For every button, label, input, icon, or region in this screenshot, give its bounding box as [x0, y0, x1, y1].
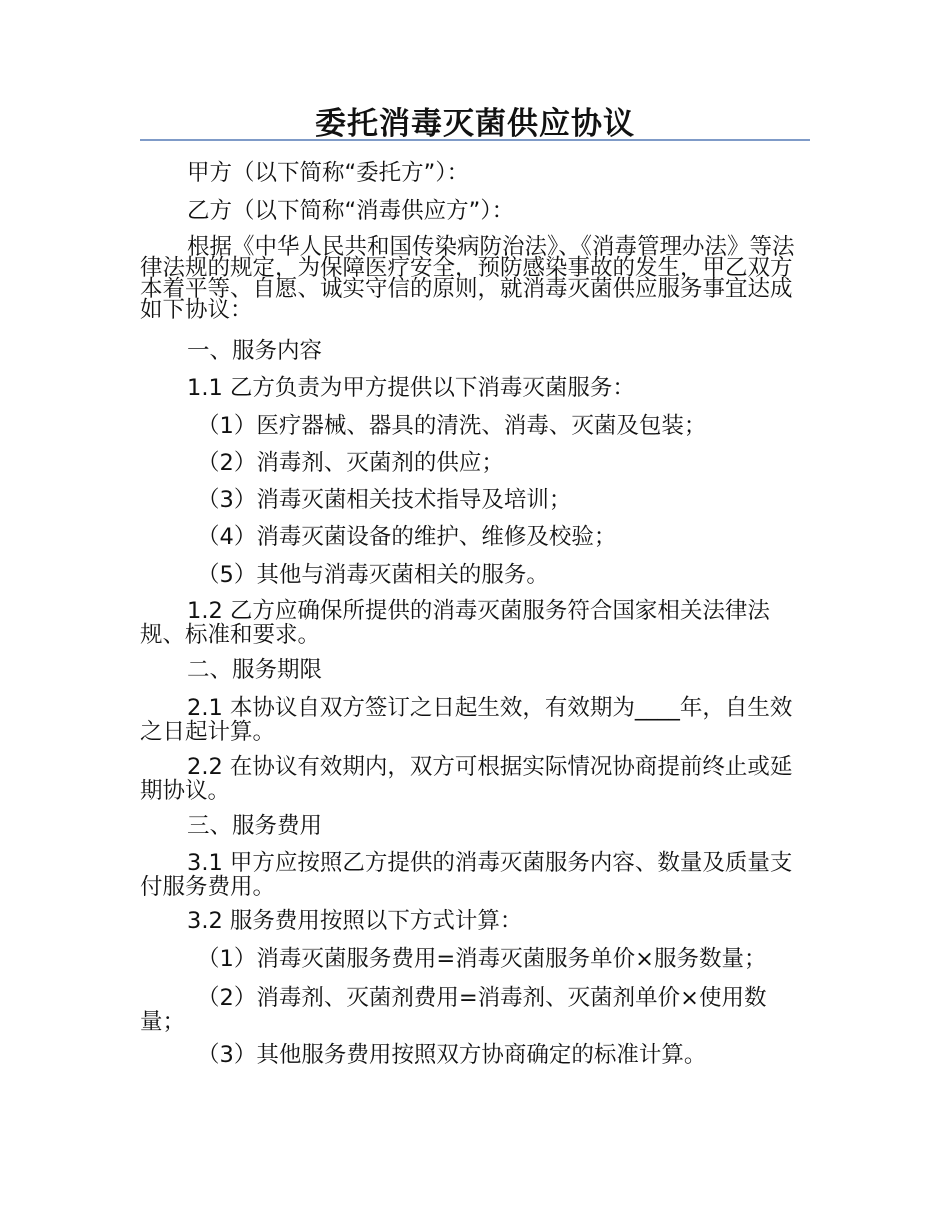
- fee-item-1: （1）消毒灭菌服务费用=消毒灭菌服务单价×服务数量；: [197, 946, 767, 972]
- fee-item-3: （3）其他服务费用按照双方协商确定的标准计算。: [197, 1042, 707, 1068]
- clause-1-2: 1.2 乙方应确保所提供的消毒灭菌服务符合国家相关法律法规、标准和要求。: [140, 598, 770, 648]
- clause-1-1: 1.1 乙方负责为甲方提供以下消毒灭菌服务：: [187, 375, 635, 401]
- service-item-4: （4）消毒灭菌设备的维护、维修及校验；: [197, 524, 617, 550]
- section-1-heading: 一、服务内容: [187, 338, 323, 364]
- service-item-2: （2）消毒剂、灭菌剂的供应；: [197, 450, 504, 476]
- clause-2-1: 2.1 本协议自双方签订之日起生效，有效期为____年，自生效之日起计算。: [140, 695, 793, 745]
- party-b-line: 乙方（以下简称“消毒供应方”）：: [187, 198, 515, 224]
- service-item-3: （3）消毒灭菌相关技术指导及培训；: [197, 487, 572, 513]
- title-underline: [140, 139, 810, 141]
- clause-3-1: 3.1 甲方应按照乙方提供的消毒灭菌服务内容、数量及质量支付服务费用。: [140, 850, 793, 900]
- clause-2-2: 2.2 在协议有效期内，双方可根据实际情况协商提前终止或延期协议。: [140, 754, 793, 804]
- service-item-1: （1）医疗器械、器具的清洗、消毒、灭菌及包装；: [197, 413, 707, 439]
- clause-3-2: 3.2 服务费用按照以下方式计算：: [187, 908, 523, 934]
- fee-item-2: （2）消毒剂、灭菌剂费用=消毒剂、灭菌剂单价×使用数量；: [140, 985, 767, 1035]
- service-item-5: （5）其他与消毒灭菌相关的服务。: [197, 562, 549, 588]
- preamble-paragraph: 根据《中华人民共和国传染病防治法》、《消毒管理办法》等法律法规的规定，为保障医疗安全，预防感染事故的发生，甲乙双方本着平等、自愿、诚实守信的原则，就消毒灭菌供应服务事宜达成如下协议：: [140, 234, 795, 323]
- section-3-heading: 三、服务费用: [187, 813, 323, 839]
- section-2-heading: 二、服务期限: [187, 657, 323, 683]
- party-a-line: 甲方（以下简称“委托方”）：: [187, 160, 470, 186]
- document-title: 委托消毒灭菌供应协议: [315, 106, 635, 142]
